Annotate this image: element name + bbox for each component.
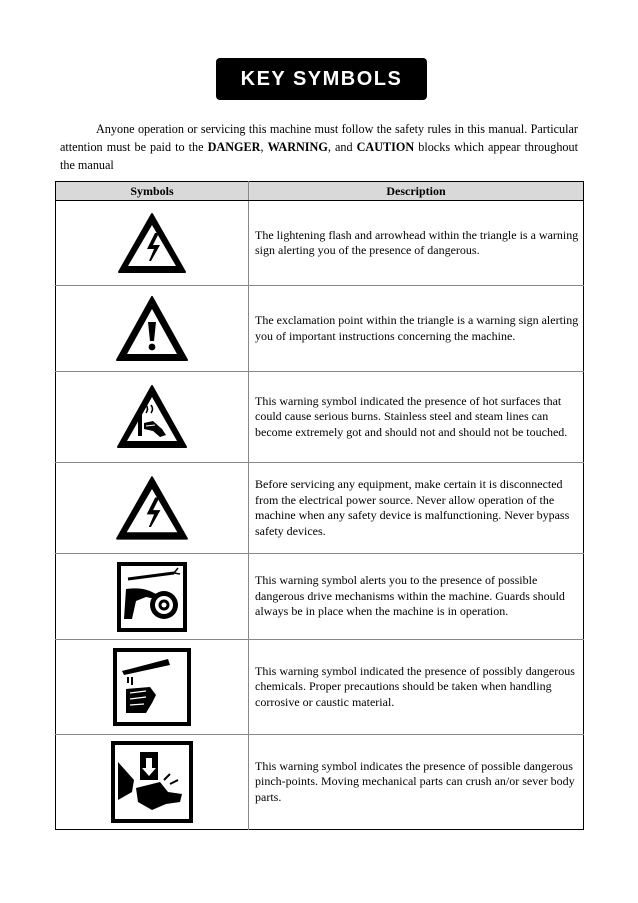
description-cell: This warning symbol indicates the presence of possible dangerous pinch-points. Moving mechanical parts can crush an/or sever body parts.	[255, 758, 575, 804]
table-row	[56, 640, 584, 735]
danger-keyword: DANGER	[207, 140, 261, 154]
table-row	[56, 554, 584, 640]
intro-sep-2: , and	[327, 140, 357, 154]
description-cell: The lightening flash and arrowhead within the triangle is a warning sign alerting you of the presence of dangerous.	[249, 201, 584, 286]
symbol-cell	[56, 286, 249, 372]
description-column-header: Description	[249, 182, 584, 201]
lightning-triangle-icon	[116, 211, 188, 275]
intro-paragraph	[60, 120, 578, 174]
intro-sep-1: ,	[260, 140, 268, 154]
description-cell: This warning symbol indicated the presence of possibly dangerous chemicals. Proper precautions should be taken when handling corrosive or caustic material.	[249, 640, 584, 735]
table-row	[56, 463, 584, 554]
symbol-cell	[56, 554, 249, 640]
description-cell: Before servicing any equipment, make certain it is disconnected from the electrical power source. Never allow operation of the machine when any safety device is malfunctioning. Never bypass safety devices.	[249, 463, 584, 554]
warning-keyword: WARNING	[267, 140, 328, 154]
corrosive-chemical-hand-icon	[112, 647, 192, 727]
key-symbols-table	[55, 181, 584, 830]
table-row	[56, 286, 584, 372]
description-cell: The exclamation point within the triangle is a warning sign alerting you of important instructions concerning the machine.	[249, 286, 584, 372]
intro-text-2: blocks which appear throughout the manual	[60, 140, 579, 172]
drive-mechanism-hand-icon	[116, 561, 188, 633]
lightning-triangle-icon	[114, 474, 190, 542]
caution-keyword: CAUTION	[356, 140, 415, 154]
table-row	[56, 735, 584, 830]
table-row	[56, 201, 584, 286]
hot-surface-triangle-icon	[115, 383, 189, 451]
exclamation-triangle-icon	[114, 294, 190, 364]
symbols-column-header: Symbols	[56, 182, 249, 201]
pinch-point-hand-icon	[110, 740, 194, 824]
page-title: KEY SYMBOLS	[240, 67, 403, 90]
symbol-cell	[56, 640, 249, 735]
description-cell: This warning symbol alerts you to the presence of possible dangerous drive mechanisms within the machine. Guards should always be in place when the machine is in operation.	[249, 554, 584, 640]
intro-text-1: Anyone operation or servicing this machine must follow the safety rules in this manual. Particular attention must be paid to the	[60, 122, 578, 154]
symbol-cell	[56, 735, 249, 830]
symbol-cell	[56, 201, 249, 286]
description-cell: This warning symbol indicated the presence of hot surfaces that could cause serious burns. Stainless steel and steam lines can become extremely got and should not and should not be touched.	[249, 372, 584, 463]
title-banner	[216, 58, 427, 100]
table-header-row	[56, 182, 584, 201]
symbol-cell	[56, 463, 249, 554]
table-row	[56, 372, 584, 463]
symbol-cell	[56, 372, 249, 463]
